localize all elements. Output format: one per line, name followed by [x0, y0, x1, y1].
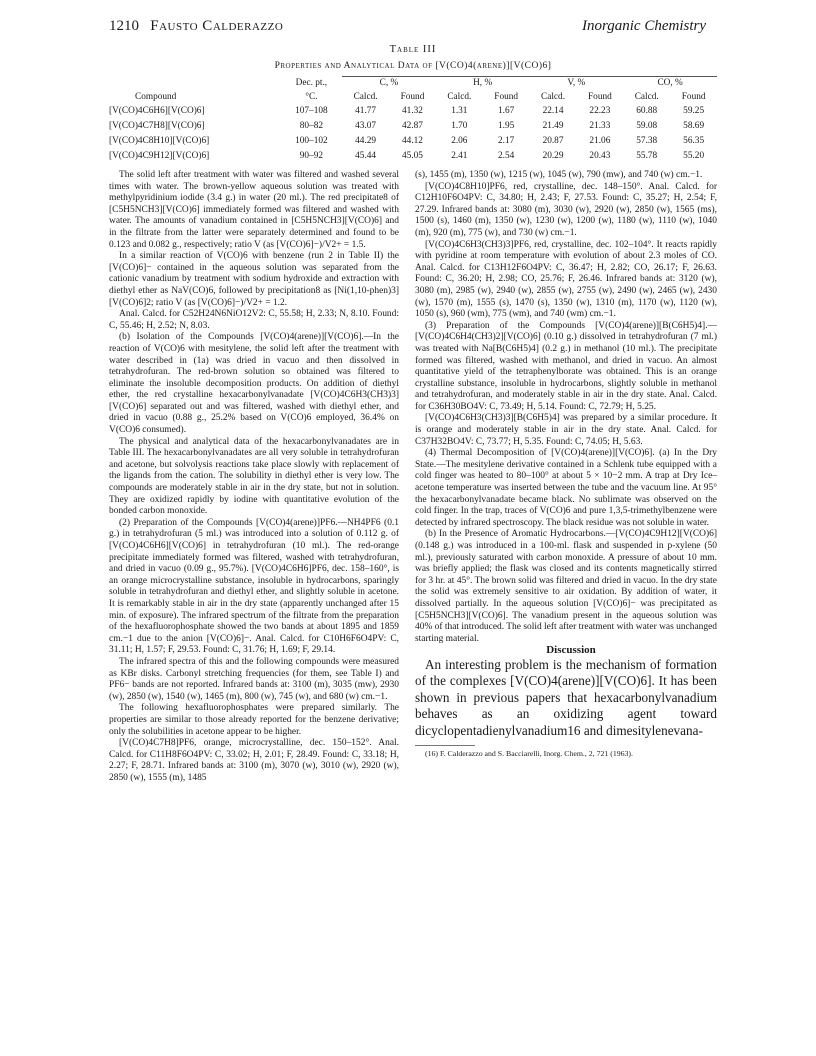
page-number: 1210: [109, 18, 139, 34]
table-header-row-2: [109, 90, 717, 104]
table-row: [109, 104, 717, 119]
c-found-cell: 41.32: [402, 106, 423, 116]
h-calcd-cell: 2.41: [451, 151, 468, 161]
table-caption: Properties and Analytical Data of [V(CO)4(arene)][V(CO)6]: [274, 61, 552, 71]
co-calcd-cell: 57.38: [636, 136, 658, 146]
dec-cell: 90–92: [299, 151, 324, 161]
col-group-co: CO, %: [623, 77, 717, 91]
compound-cell: [V(CO)4C9H12][V(CO)6]: [109, 151, 210, 161]
v-calcd-cell: 20.87: [542, 136, 564, 146]
col-compound-header: Compound: [135, 92, 177, 102]
v-found-cell: 20.43: [589, 151, 611, 161]
co-calcd-cell: 55.78: [636, 151, 658, 161]
paragraph: (b) In the Presence of Aromatic Hydrocarbons.—[V(CO)4C9H12][V(CO)6] (0.148 g.) was introduced in a 100-ml. flask and suspended in p-xylene (50 ml.), previously saturated with carbon monoxide. A pressure of about 10 mm. was briefly applied; the flask was closed and its contents magnetically stirred for 3 hr. at 45°. The brown solid was filtered and dried in vacuo. In the dry state the solid was extremely sensitive to air oxidation. By addition of water, it dissolved partially. In the aqueous solution [V(CO)6]− was precipitated as [C5H5NCH3][V(CO)6]. The vanadium present in the aqueous solution was 40% of that introduced. The solid left after treatment with water was unchanged starting material.: [415, 529, 717, 644]
co-calcd-cell: 59.08: [636, 121, 658, 131]
analytical-data-table: [109, 76, 717, 164]
v-calcd-cell: 22.14: [542, 106, 564, 116]
page-number-and-author: [109, 18, 283, 35]
col-c-found: Found: [400, 92, 425, 102]
col-group-c: C, %: [342, 77, 436, 91]
table-header-row-1: [109, 77, 717, 91]
c-calcd-cell: 43.07: [355, 121, 377, 131]
h-calcd-cell: 2.06: [451, 136, 468, 146]
v-found-cell: 21.06: [589, 136, 611, 146]
v-found-cell: 21.33: [589, 121, 611, 131]
paragraph: [V(CO)4C6H3(CH3)3]PF6, red, crystalline, dec. 102–104°. It reacts rapidly with pyridine at room temperature with evolution of about 2.3 moles of CO. Anal. Calcd. for C13H12F6O4PV: C, 36.47; H, 2.82; CO, 26.17; F, 26.63. Found: C, 36.20; H, 2.98; CO, 25.76; F, 26.46. Infrared bands at: 3120 (w), 3080 (m), 2985 (w), 2940 (w), 2855 (w), 2755 (w), 2490 (w), 2465 (w), 2430 (w), 1570 (m), 1555 (s), 1470 (s), 1350 (w), 1310 (m), 1170 (w), 1120 (w), 1050 (s), 960 (wm), 775 (wm), and 740 (wm) cm.−1.: [415, 239, 717, 320]
dec-cell: 107–108: [295, 106, 328, 116]
table-iii: [109, 44, 717, 164]
paragraph: (s), 1455 (m), 1350 (w), 1215 (w), 1045 (w), 790 (mw), and 740 (w) cm.−1.: [415, 170, 703, 180]
paragraph: In a similar reaction of V(CO)6 with benzene (run 2 in Table II) the [V(CO)6]− contained in the aqueous solution was separated from the cationic vanadium by treatment with sodium hydroxide and extraction with diethyl ether as NaV(CO)6, followed by precipitation8 as [Ni(1,10-phen)3][V(CO)6]2; ratio V (as [V(CO)6]−)/V2+ = 1.2.: [109, 251, 399, 308]
co-found-cell: 56.35: [683, 136, 705, 146]
table-row: [109, 149, 717, 164]
table-title: Table III: [389, 44, 437, 55]
col-v-found: Found: [588, 92, 612, 102]
v-found-cell: 22.23: [589, 106, 611, 116]
v-calcd-cell: 21.49: [542, 121, 564, 131]
h-calcd-cell: 1.31: [451, 106, 468, 116]
c-calcd-cell: 44.29: [355, 136, 377, 146]
co-calcd-cell: 60.88: [636, 106, 658, 116]
paragraph: (4) Thermal Decomposition of [V(CO)4(arene)][V(CO)6]. (a) In the Dry State.—The mesitylene derivative contained in a Schlenk tube equipped with a cold finger was heated to 80–100° at about 5 × 10−2 mm. A trap at Dry Ice–acetone temperature was inserted between the tube and the vacuum line. At 95° the hexacarbonylvanadate became black. No sublimate was observed on the cold finger. In the trap, traces of V(CO)6 and pure 1,3,5-trimethylbenzene were detected by infrared spectroscopy. The black residue was not soluble in water.: [415, 448, 717, 528]
paragraph: Anal. Calcd. for C52H24N6NiO12V2: C, 55.58; H, 2.33; N, 8.10. Found: C, 55.46; H, 2.52; N, 8.03.: [109, 309, 399, 331]
col-h-found: Found: [494, 92, 519, 102]
table-row: [109, 119, 717, 134]
paragraph: The physical and analytical data of the hexacarbonylvanadates are in Table III. The hexacarbonylvanadates are all very soluble in tetrahydrofuran and acetone, but solvolysis reactions take place slowly with replacement of the ligands from the cation. The solubility in diethyl ether is very low. The compounds are moderately stable in air in the dry state, but not in solution. They are oxidized rapidly by iodine with quantitative evolution of the bonded carbon monoxide.: [109, 436, 399, 517]
paragraph: The infrared spectra of this and the following compounds were measured as KBr disks. Carbonyl stretching frequencies (for them, see Table I) and PF6− bands are not reported. Infrared bands at: 3100 (m), 3035 (mw), 2930 (w), 2850 (w), 1540 (w), 1465 (m), 800 (w), 745 (w), and 680 (w) cm.−1.: [109, 656, 399, 702]
author-name: Fausto Calderazzo: [150, 18, 284, 34]
co-found-cell: 55.20: [683, 151, 705, 161]
c-calcd-cell: 41.77: [355, 106, 377, 116]
h-found-cell: 2.17: [498, 136, 515, 146]
left-column: [109, 170, 399, 784]
paragraph: The following hexafluorophosphates were prepared similarly. The properties are similar to those already reported for the benzene derivative; only the solubilities in acetone appear to be higher.: [109, 703, 399, 737]
h-found-cell: 1.95: [498, 121, 515, 131]
footnote-divider: [415, 745, 475, 746]
paragraph: The solid left after treatment with water was filtered and washed several times with water. The brown-yellow aqueous solution was treated with methylpyridinium iodide (3.4 g.) in water (20 ml.). The red precipitate8 of [C5H5NCH3][V(CO)6] immediately formed was filtered and washed with water. The amounts of vanadium contained in [C5H5NCH3][V(CO)6] and in the filtrate from the latter were separately determined and found to be 0.123 and 0.082 g., respectively; ratio V (as [V(CO)6]−)/V2+ = 1.5.: [109, 170, 399, 250]
discussion-heading: Discussion: [546, 644, 596, 657]
right-column: [415, 170, 717, 759]
col-c-calcd: Calcd.: [353, 92, 378, 102]
discussion-paragraph: An interesting problem is the mechanism of formation of the complexes [V(CO)4(arene)][V(CO)6]. It has been shown in previous papers that hexacarbonylvanadium behaves as an oxidizing agent toward dicyclopentadienylvanadium16 and dimesitylenevana-: [415, 656, 717, 738]
compound-cell: [V(CO)4C8H10][V(CO)6]: [109, 136, 210, 146]
journal-name: Inorganic Chemistry: [581, 18, 706, 34]
col-group-h: H, %: [436, 77, 530, 91]
col-group-v: V, %: [530, 77, 624, 91]
c-found-cell: 42.87: [402, 121, 423, 131]
dec-cell: 100–102: [295, 136, 328, 146]
col-dec-unit: °C.: [305, 92, 318, 102]
h-found-cell: 2.54: [498, 151, 515, 161]
col-h-calcd: Calcd.: [447, 92, 472, 102]
paragraph: [V(CO)4C6H3(CH3)3][B(C6H5)4] was prepared by a similar procedure. It is orange and moderately stable in air in the dry state. Anal. Calcd. for C37H32BO4V: C, 73.77; H, 5.35. Found: C, 74.05; H, 5.63.: [415, 413, 717, 447]
col-v-calcd: Calcd.: [541, 92, 566, 102]
col-co-found: Found: [681, 92, 706, 102]
dec-cell: 80–82: [299, 121, 324, 131]
paragraph: [V(CO)4C8H10]PF6, red, crystalline, dec. 148–150°. Anal. Calcd. for C12H10F6O4PV: C, 34.80; H, 2.43; F, 27.53. Found: C, 35.27; H, 2.54; F, 27.29. Infrared bands at: 3080 (m), 3030 (w), 2920 (w), 2850 (w), 1565 (ms), 1500 (s), 1460 (m), 1350 (w), 1230 (w), 1200 (w), 1180 (w), 1110 (w), 1040 (m), 920 (m), 775 (w), and 730 (w) cm.−1.: [415, 181, 717, 238]
h-found-cell: 1.67: [498, 106, 515, 116]
c-calcd-cell: 45.44: [355, 151, 377, 161]
h-calcd-cell: 1.70: [451, 121, 468, 131]
paragraph: (b) Isolation of the Compounds [V(CO)4(arene)][V(CO)6].—In the reaction of V(CO)6 with mesitylene, the solid left after the treatment with water described in (1a) was dried in vacuo and then dissolved in tetrahydrofuran. The red-brown solution so obtained was filtered to eliminate the insoluble decomposition products. On addition of diethyl ether, the red crystalline hexacarbonylvanadate [V(CO)4C6H3(CH3)3][V(CO)6] separated out and was filtered, washed with diethyl ether, and dried in vacuo (0.88 g., 25.2% based on V(CO)6 employed, 36.4% on V(CO)6 consumed).: [109, 332, 399, 436]
table-row: [109, 134, 717, 149]
v-calcd-cell: 20.29: [542, 151, 564, 161]
paragraph: (2) Preparation of the Compounds [V(CO)4(arene)]PF6.—NH4PF6 (0.1 g.) in tetrahydrofuran (5 ml.) was introduced into a solution of 0.112 g. of [V(CO)4C6H6][V(CO)6] in tetrahydrofuran (10 ml.). The red-orange precipitate immediately formed was filtered, washed with tetrahydrofuran, and dried in vacuo (0.09 g., 95.7%). [V(CO)4C6H6]PF6, dec. 158–160°, is an orange microcrystalline substance, insoluble in hydrocarbons, sparingly soluble in tetrahydrofuran and diethyl ether, and slightly soluble in acetone. It is remarkably stable in air in the dry state (apparently unchanged after 15 min. of exposure). The infrared spectrum of the filtrate from the preparation of the hexafluorophosphate showed the two bands at about 1895 and 1859 cm.−1 due to the anion [V(CO)6]−. Anal. Calcd. for C10H6F6O4PV: C, 31.11; H, 1.57; F, 29.53. Found: C, 31.76; H, 1.69; F, 29.14.: [109, 517, 399, 656]
co-found-cell: 58.69: [683, 121, 705, 131]
paragraph: [V(CO)4C7H8]PF6, orange, microcrystalline, dec. 150–152°. Anal. Calcd. for C11H8F6O4PV: C, 33.02; H, 2.01; F, 28.49. Found: C, 33.18; H, 2.27; F, 28.71. Infrared bands at: 3100 (m), 3070 (w), 3010 (w), 2920 (w), 2850 (w), 1555 (m), 1485: [109, 738, 399, 783]
paragraph: (3) Preparation of the Compounds [V(CO)4(arene)][B(C6H5)4].—[V(CO)4C6H4(CH3)2][V(CO)6] (0.10 g.) dissolved in tetrahydrofuran (7 ml.) was treated with Na[B(C6H5)4] (0.2 g.) in methanol (10 ml.). The precipitate formed was filtered, washed with methanol, and dried in vacuo. An almost quantitative yield of the tetraphenylborate was obtained. This is an orange crystalline substance, insoluble in hydrocarbons, slightly soluble in methanol and tetrahydrofuran, and moderately stable in air in the dry state. Anal. Calcd. for C36H30BO4V: C, 73.49; H, 5.14. Found: C, 72.79; H, 5.25.: [415, 320, 717, 412]
co-found-cell: 59.25: [683, 106, 705, 116]
compound-cell: [V(CO)4C7H8][V(CO)6]: [109, 121, 205, 131]
footnote: (16) F. Calderazzo and S. Bacciarelli, Inorg. Chem., 2, 721 (1963).: [425, 749, 633, 759]
col-co-calcd: Calcd.: [634, 92, 659, 102]
compound-cell: [V(CO)4C6H6][V(CO)6]: [109, 106, 205, 116]
page-header: [109, 18, 706, 38]
col-dec-header: Dec. pt.,: [295, 77, 328, 88]
c-found-cell: 44.12: [402, 136, 423, 146]
c-found-cell: 45.05: [402, 151, 423, 161]
